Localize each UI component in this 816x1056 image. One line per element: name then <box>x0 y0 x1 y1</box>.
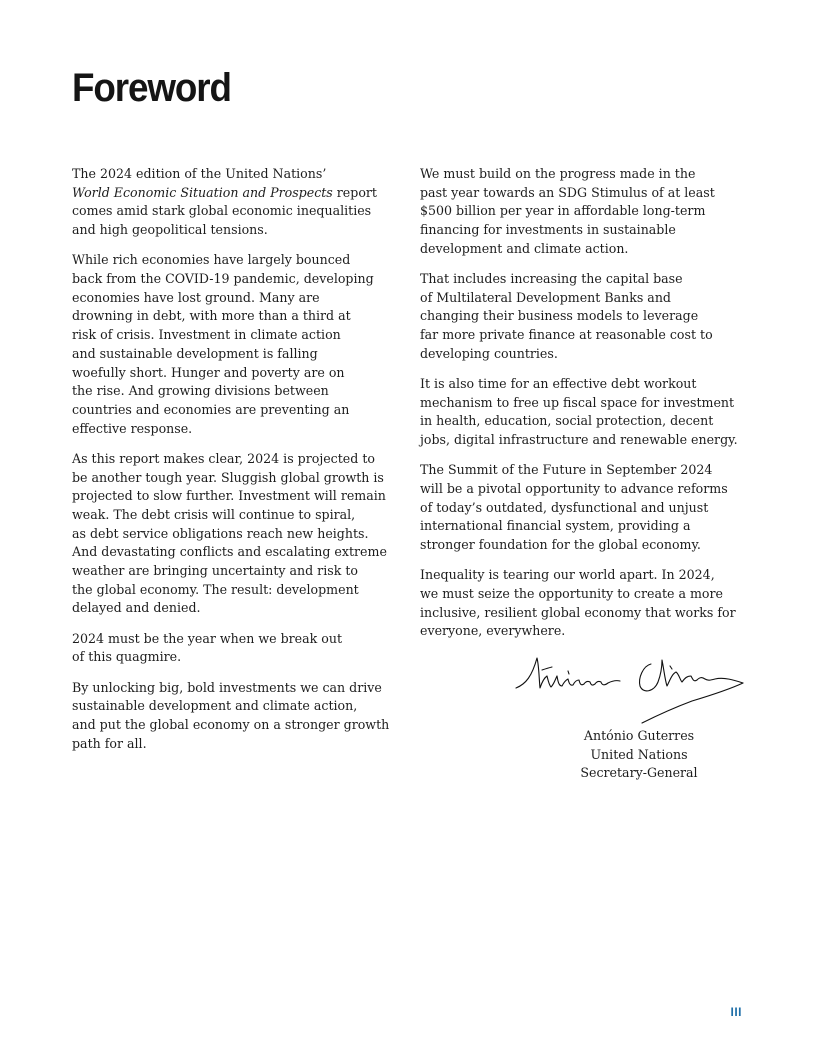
right-column <box>420 165 750 653</box>
right-paragraph-5: Inequality is tearing our world apart. In 2024, we must seize the opportunity to create a more inclusive, resilient global economy that works for everyone, everywhere. <box>420 567 736 639</box>
right-paragraph-1: We must build on the progress made in the past year towards an SDG Stimulus of at least $500 billion per year in affordable long-term financing for investments in sustainable development and climate action. <box>420 166 715 256</box>
left-paragraph-2: While rich economies have largely bounced back from the COVID-19 pandemic, developing economies have lost ground. Many are drowning in debt, with more than a third at risk of crisis. Investment in climate action and sustainable development is falling woefully short. Hunger and poverty are on the rise. And growing divisions between countries and economies are preventing an effective response. <box>72 252 374 436</box>
page-number: III <box>730 1005 742 1019</box>
left-paragraph-1-text-b: report comes amid stark global economic inequalities and high geopolitical tensions. <box>72 184 377 238</box>
right-paragraph-4: The Summit of the Future in September 2024 will be a pivotal opportunity to advance reforms of today’s outdated, dysfunctional and unjust international financial system, providing a stronger foundation for the global economy. <box>420 462 728 553</box>
left-paragraph-3: As this report makes clear, 2024 is projected to be another tough year. Sluggish global growth is projected to slow further. Investment will remain weak. The debt crisis will continue to spiral, as debt service obligations reach new heights. And devastating conflicts and escalating extreme weather are bringing uncertainty and risk to the global economy. The result: development delayed and denied. <box>72 450 387 616</box>
signature-block <box>540 727 738 783</box>
right-paragraph-3: It is also time for an effective debt workout mechanism to free up fiscal space for investment in health, education, social protection, decent jobs, digital infrastructure and renewable energy. <box>420 376 738 448</box>
signatory-organization: United Nations <box>590 746 688 762</box>
left-paragraph-4: 2024 must be the year when we break out of this quagmire. <box>72 630 343 665</box>
signatory-role: Secretary-General <box>580 765 698 781</box>
signatory-name: António Guterres <box>583 728 695 743</box>
left-paragraph-5: By unlocking big, bold investments we can drive sustainable development and climate action, and put the global economy on a stronger growth path for all. <box>72 679 390 751</box>
left-paragraph-1 <box>72 165 402 240</box>
report-title-italic: World Economic Situation and Prospects <box>72 184 333 200</box>
left-column <box>72 165 402 765</box>
page-title: Foreword <box>72 66 231 110</box>
left-paragraph-1-text-a: The 2024 edition of the United Nations’ <box>72 166 327 181</box>
handwritten-signature <box>512 652 748 728</box>
right-paragraph-2: That includes increasing the capital base of Multilateral Development Banks and changing their business models to leverage far more private finance at reasonable cost to developing countries. <box>420 271 713 361</box>
